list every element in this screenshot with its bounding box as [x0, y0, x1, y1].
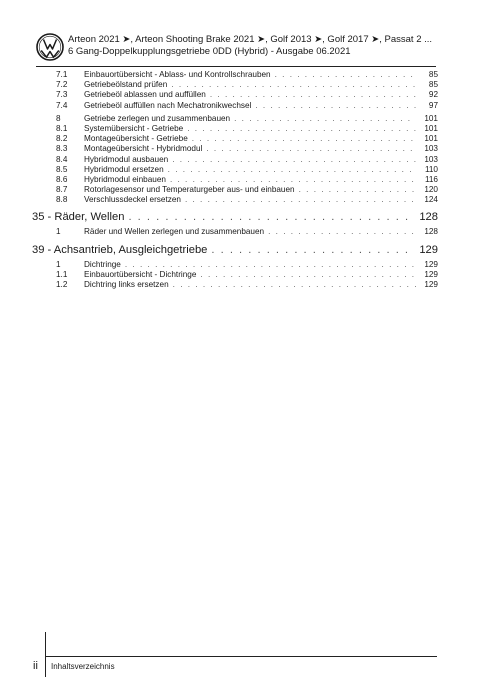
- toc-entry-8-1[interactable]: [56, 124, 438, 134]
- toc-entry-title: Systemübersicht - Getriebe: [84, 123, 184, 133]
- toc-leader-dots: [173, 280, 416, 289]
- toc-leader-dots: [275, 70, 416, 79]
- toc-chapter-page: 129: [419, 243, 438, 256]
- toc-entry-number: 8.4: [56, 154, 68, 164]
- toc-entry-page: 116: [424, 174, 438, 184]
- footer-label: Inhaltsverzeichnis: [51, 662, 115, 671]
- toc-entry-8-5[interactable]: [56, 165, 438, 175]
- toc-entry-39-1[interactable]: [56, 260, 438, 270]
- toc-chapter-35[interactable]: [32, 211, 438, 227]
- toc-entry-8[interactable]: [56, 114, 438, 124]
- toc-entry-number: 8.1: [56, 123, 68, 133]
- toc-entry-35-1[interactable]: [56, 227, 438, 237]
- toc-entry-page: 85: [428, 70, 438, 79]
- toc-entry-page: 129: [424, 280, 438, 289]
- toc-entry-title: Rotorlagesensor und Temperaturgeber aus- und einbauen: [84, 185, 295, 195]
- toc-entry-number: 7.1: [56, 70, 68, 79]
- toc-entry-number: 8.7: [56, 185, 68, 195]
- toc-entry-title: Hybridmodul einbauen: [84, 174, 166, 184]
- toc-entry-7-3[interactable]: [56, 90, 438, 100]
- toc-entry-title: Getriebeöl auffüllen nach Mechatronikwechsel: [84, 100, 252, 110]
- toc-leader-dots: [168, 165, 416, 174]
- toc-entry-8-8[interactable]: [56, 195, 438, 205]
- toc-leader-dots: [200, 270, 416, 279]
- toc-entry-title: Einbauortübersicht - Ablass- und Kontrollschrauben: [84, 70, 271, 79]
- toc-leader-dots: [192, 134, 416, 143]
- toc-entry-39-1-2[interactable]: [56, 280, 438, 290]
- toc-chapter-39[interactable]: [32, 244, 438, 260]
- footer-page-number: ii: [33, 660, 38, 672]
- header-divider: [36, 66, 436, 67]
- toc-entry-8-6[interactable]: [56, 175, 438, 185]
- toc-leader-dots: [187, 124, 416, 133]
- toc-entry-page: 85: [428, 80, 438, 90]
- toc-leader-dots: [211, 244, 414, 256]
- toc-entry-page: 103: [424, 144, 438, 154]
- table-of-contents: [32, 70, 438, 290]
- toc-entry-8-2[interactable]: [56, 134, 438, 144]
- page-header: [36, 33, 436, 65]
- toc-entry-number: 1.2: [56, 280, 68, 289]
- toc-entry-title: Getriebe zerlegen und zusammenbauen: [84, 113, 231, 123]
- toc-entry-7-2[interactable]: [56, 80, 438, 90]
- toc-entry-8-3[interactable]: [56, 144, 438, 154]
- toc-leader-dots: [268, 227, 416, 236]
- toc-leader-dots: [206, 144, 416, 153]
- toc-entry-page: 92: [428, 90, 438, 100]
- toc-entry-page: 101: [424, 123, 438, 133]
- toc-entry-39-1-1[interactable]: [56, 270, 438, 280]
- toc-entry-title: Räder und Wellen zerlegen und zusammenbauen: [84, 227, 265, 237]
- toc-entry-title: Getriebeölstand prüfen: [84, 80, 168, 90]
- toc-entry-number: 8.8: [56, 195, 68, 205]
- toc-entry-page: 120: [424, 185, 438, 195]
- toc-entry-number: 1: [56, 227, 61, 237]
- toc-entry-page: 128: [424, 227, 438, 237]
- toc-leader-dots: [170, 175, 416, 184]
- toc-leader-dots: [171, 80, 416, 89]
- toc-leader-dots: [172, 155, 416, 164]
- toc-entry-page: 101: [424, 113, 438, 123]
- toc-entry-number: 8.5: [56, 164, 68, 174]
- footer-divider-vertical: [45, 632, 46, 677]
- toc-leader-dots: [125, 260, 416, 269]
- toc-chapter-page: 128: [419, 211, 438, 224]
- toc-entry-title: Montageübersicht - Getriebe: [84, 134, 188, 144]
- toc-entry-page: 129: [424, 269, 438, 279]
- footer-divider: [45, 656, 437, 657]
- toc-entry-page: 103: [424, 154, 438, 164]
- toc-entry-page: 124: [424, 195, 438, 205]
- toc-entry-title: Verschlussdeckel ersetzen: [84, 195, 181, 205]
- toc-leader-dots: [210, 90, 416, 99]
- toc-entry-page: 101: [424, 134, 438, 144]
- toc-entry-number: 8.6: [56, 174, 68, 184]
- toc-entry-number: 7.4: [56, 100, 68, 110]
- toc-entry-number: 8.3: [56, 144, 68, 154]
- toc-entry-title: Dichtringe: [84, 259, 121, 269]
- toc-entry-page: 129: [424, 259, 438, 269]
- toc-entry-8-7[interactable]: [56, 185, 438, 195]
- toc-entry-number: 8: [56, 113, 61, 123]
- toc-entry-number: 7.2: [56, 80, 68, 90]
- toc-leader-dots: [299, 185, 416, 194]
- toc-entry-title: Getriebeöl ablassen und auffüllen: [84, 90, 206, 100]
- toc-leader-dots: [234, 114, 416, 123]
- toc-entry-title: Hybridmodul ersetzen: [84, 164, 164, 174]
- toc-entry-7-4[interactable]: [56, 101, 438, 111]
- toc-entry-8-4[interactable]: [56, 155, 438, 165]
- toc-leader-dots: [128, 211, 414, 223]
- header-text: [68, 34, 432, 58]
- toc-entry-number: 7.3: [56, 90, 68, 100]
- toc-entry-number: 1: [56, 259, 61, 269]
- header-line-1: Arteon 2021 ➤, Arteon Shooting Brake 2021 ➤, Golf 2013 ➤, Golf 2017 ➤, Passat 2 ...: [68, 34, 433, 45]
- toc-entry-number: 8.2: [56, 134, 68, 144]
- toc-entry-title: Hybridmodul ausbauen: [84, 154, 169, 164]
- header-line-2: 6 Gang-Doppelkupplungsgetriebe 0DD (Hybrid) - Ausgabe 06.2021: [68, 46, 351, 57]
- toc-chapter-title: 35 - Räder, Wellen: [32, 211, 125, 224]
- toc-entry-title: Dichtring links ersetzen: [84, 280, 169, 289]
- toc-entry-title: Einbauortübersicht - Dichtringe: [84, 269, 197, 279]
- toc-leader-dots: [185, 195, 416, 204]
- toc-entry-page: 110: [424, 164, 438, 174]
- vw-logo-icon: [36, 33, 64, 61]
- toc-entry-number: 1.1: [56, 269, 68, 279]
- toc-entry-7-1[interactable]: [56, 70, 438, 80]
- toc-leader-dots: [255, 101, 416, 110]
- toc-entry-page: 97: [428, 100, 438, 110]
- toc-chapter-title: 39 - Achsantrieb, Ausgleichgetriebe: [32, 243, 208, 256]
- toc-entry-title: Montageübersicht - Hybridmodul: [84, 144, 203, 154]
